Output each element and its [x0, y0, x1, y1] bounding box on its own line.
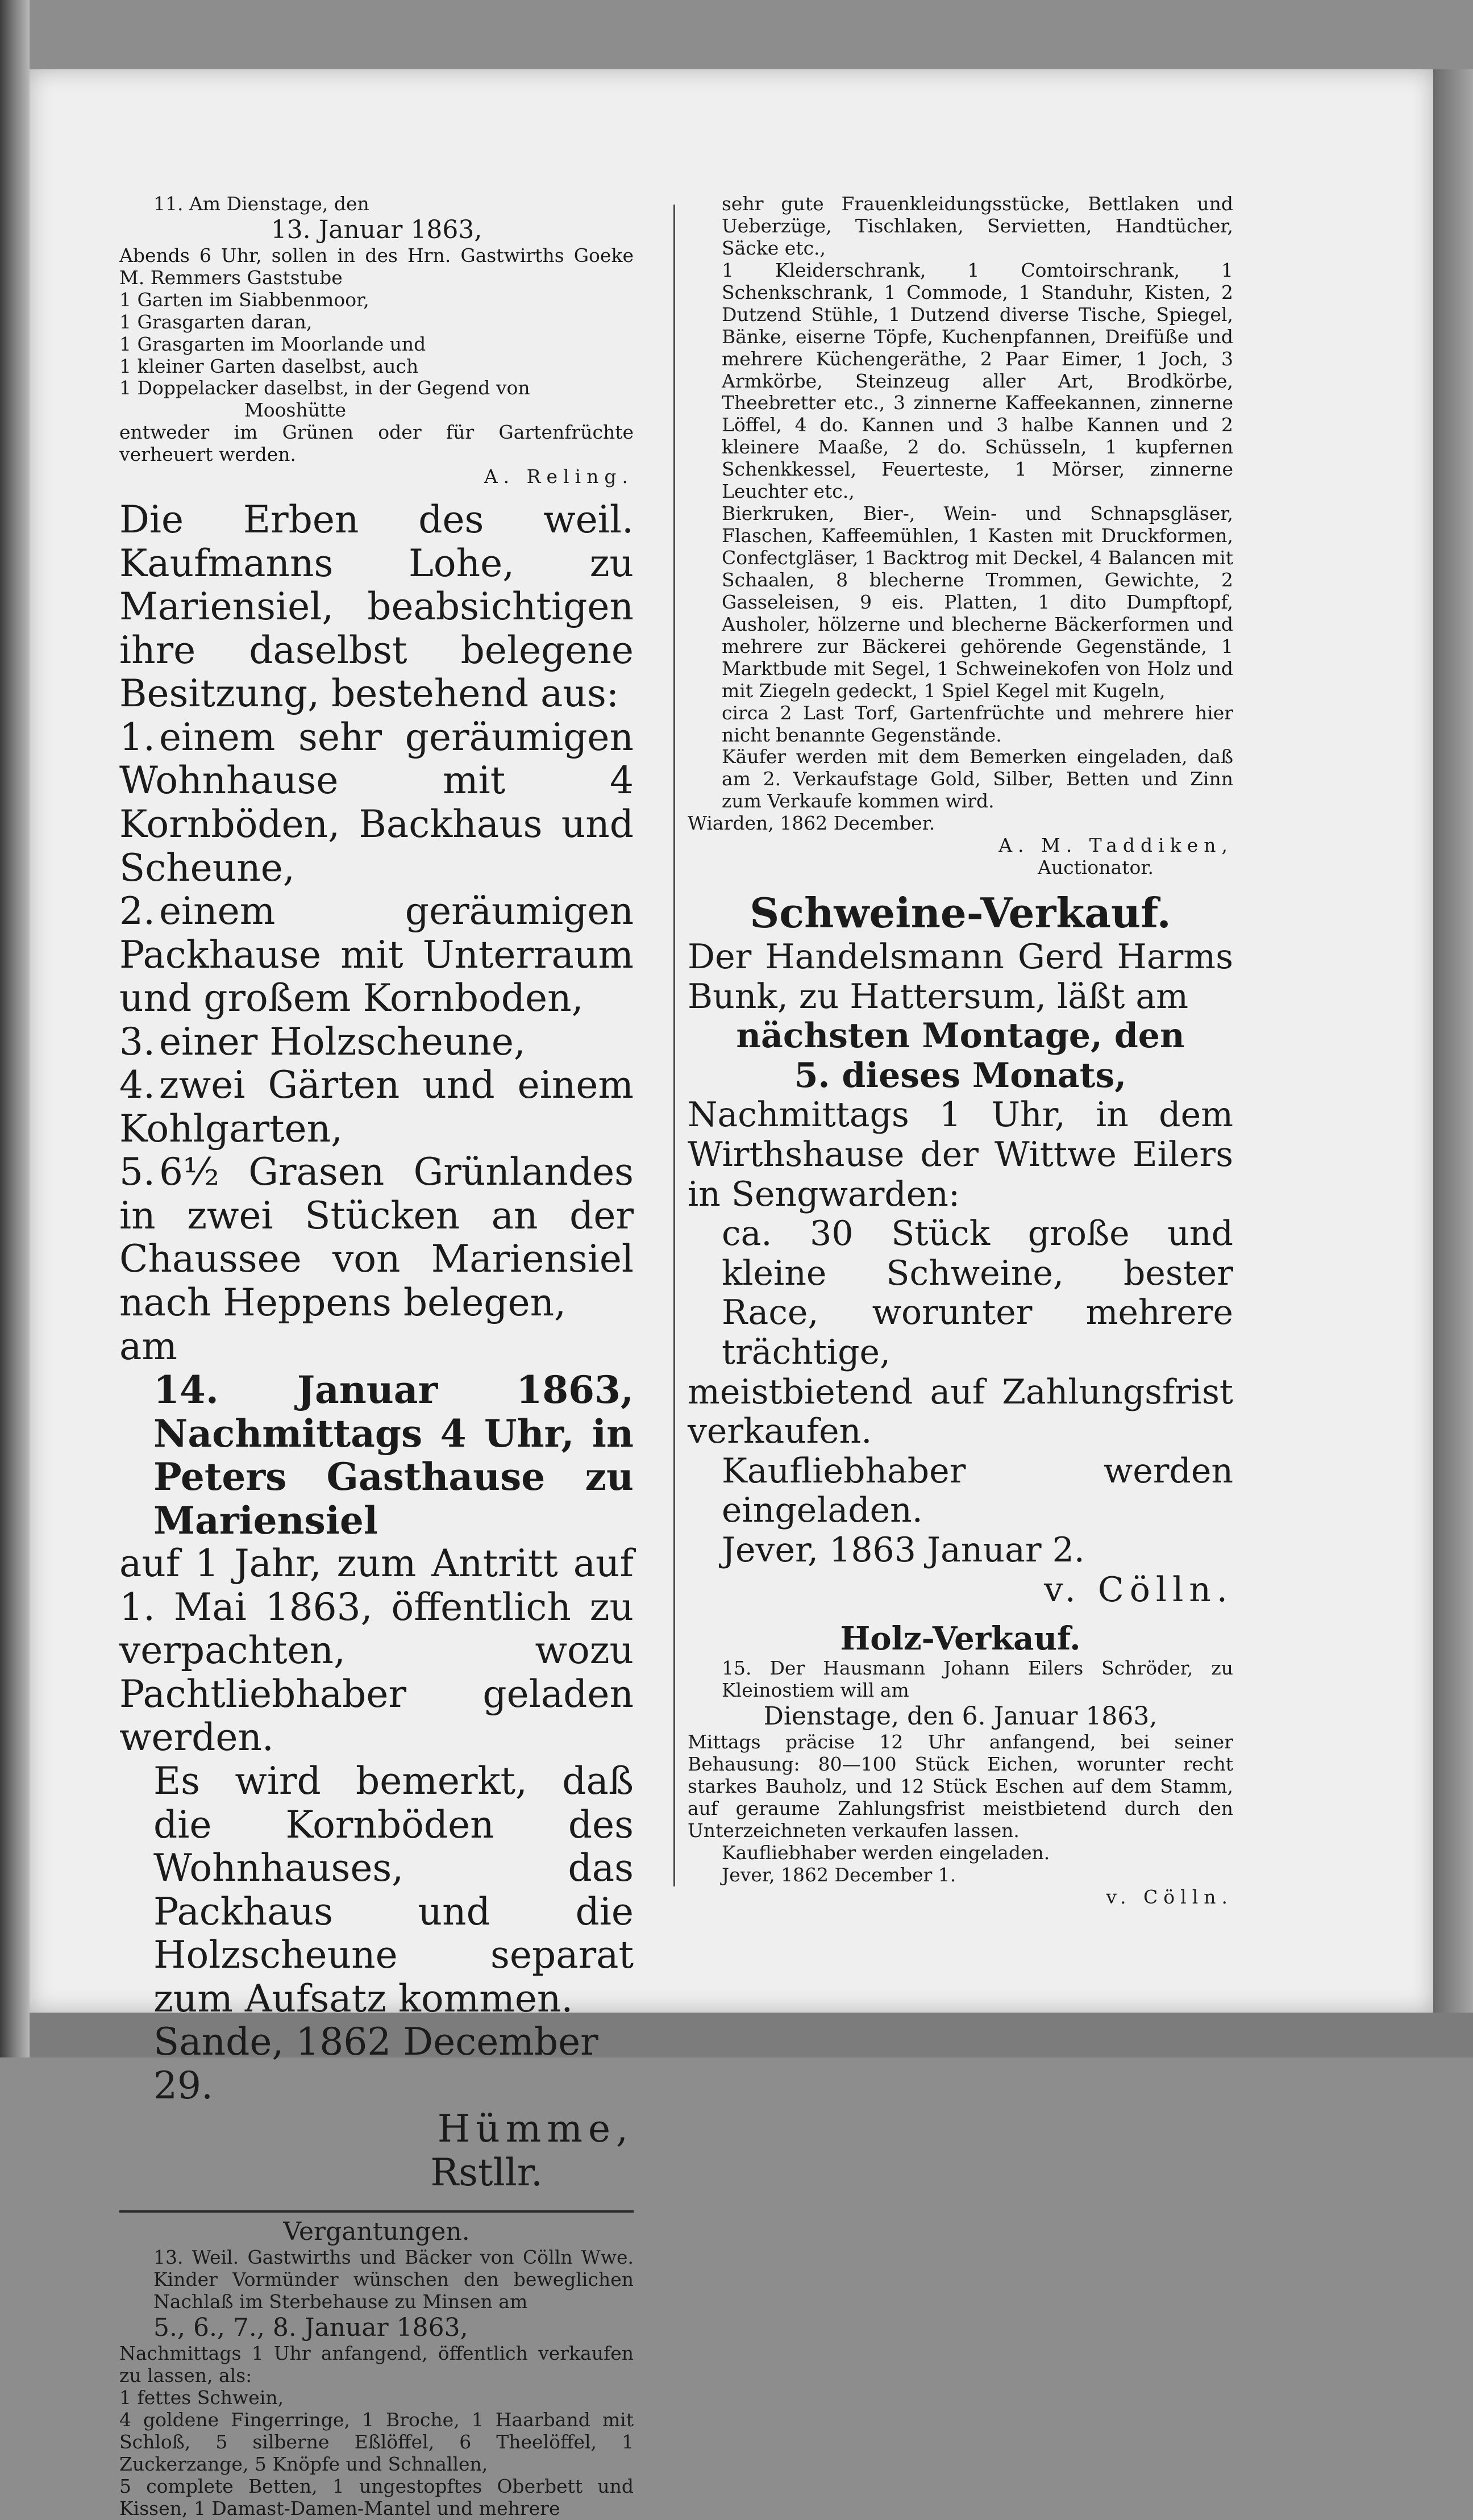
- section-rule: [119, 2210, 634, 2213]
- ad2-am: am: [119, 1324, 177, 1368]
- ad2-item-text: einem geräumigen Packhause mit Unterraum und großem Kornboden,: [119, 889, 634, 1021]
- ad2-note: Es wird bemerkt, daß die Kornböden des Wohnhauses, das Packhaus und die Holzscheune separat zum Aufsatz kommen.: [153, 1759, 634, 2021]
- ad1-intro: 11. Am Dienstage, den: [153, 193, 369, 215]
- ad2-item-text: 6½ Grasen Grünlandes in zwei Stücken an der Chaussee von Mariensiel nach Heppens belegen,: [119, 1150, 634, 1324]
- list-item: 1 Doppelacker daselbst, in der Gegend von: [119, 377, 530, 399]
- ad5-heading: Holz-Verkauf.: [840, 1620, 1081, 1658]
- ad5-date: Dienstage, den 6. Januar 1863,: [763, 1702, 1158, 1731]
- ad2-item: [119, 1151, 634, 1324]
- ad2-item-number: 3.: [119, 1019, 155, 1064]
- ad1-line1: Abends 6 Uhr, sollen in des Hrn. Gastwirths Goeke M. Remmers Gaststube: [119, 244, 634, 289]
- ad4-heading: Schweine-Verkauf.: [750, 889, 1171, 938]
- ad2-item-text: einem sehr geräumigen Wohnhause mit 4 Kornböden, Backhaus und Scheune,: [119, 715, 634, 890]
- ad2-item-number: 1.: [119, 715, 155, 759]
- ad4-when2: 5. dieses Monats,: [794, 1055, 1127, 1096]
- ad-garden-lease: [119, 193, 634, 488]
- ad2-place-date: Sande, 1862 December 29.: [153, 2020, 598, 2107]
- list-item: 4 goldene Fingerringe, 1 Broche, 1 Haarband mit Schloß, 5 silberne Eßlöffel, 6 Theelöffel, 1 Zuckerzange, 5 Knöpfe und Schnallen,: [119, 2408, 634, 2475]
- ad2-item-number: 5.: [119, 1150, 155, 1194]
- cont-line: circa 2 Last Torf, Gartenfrüchte und mehrere hier nicht benannte Gegenstände.: [722, 701, 1233, 746]
- column-divider: [673, 205, 675, 1886]
- ad5-text: Mittags präcise 12 Uhr anfangend, bei seiner Behausung: 80—100 Stück Eichen, worunter recht starkes Bauholz, und 12 Stück Eschen auf dem Stamm, auf geraume Zahlungsfrist meistbietend durch den Unterzeichneten verkaufen lassen.: [688, 1730, 1233, 1842]
- ad4-place: Nachmittags 1 Uhr, in dem Wirthshause der Wittwe Eilers in Sengwarden:: [688, 1095, 1233, 1214]
- ad4-place-date: Jever, 1863 Januar 2.: [722, 1530, 1085, 1570]
- ad2-item: [119, 716, 634, 890]
- ad2-when: 14. Januar 1863, Nachmittags 4 Uhr, in Peters Gasthause zu Mariensiel: [153, 1368, 634, 1543]
- list-item: 5 complete Betten, 1 ungestopftes Oberbett und Kissen, 1 Damast-Damen-Mantel und mehrere: [119, 2475, 634, 2519]
- ad1-line2: entweder im Grünen oder für Gartenfrüchte verheuert werden.: [119, 421, 634, 466]
- ad2-title: Rstllr.: [430, 2150, 543, 2194]
- ad2-item-text: zwei Gärten und einem Kohlgarten,: [119, 1063, 634, 1151]
- ad3-item-list: [119, 2387, 634, 2520]
- ad2-item: [119, 1021, 634, 1064]
- ad2-item-text: einer Holzscheune,: [159, 1019, 526, 1064]
- cont-line: Bierkruken, Bier-, Wein- und Schnapsgläser, Flaschen, Kaffeemühlen, 1 Kasten mit Druckformen, Confectgläser, 1 Backtrog mit Deckel, 4 Balancen mit Schaalen, 8 blecherne Trommen, Gewichte, 2 Gasseleisen, 9 eis. Platten, 1 dito Dumpftopf, Ausholer, hölzerne und blecherne Bäckerformen und mehrere zur Bäckerei gehörende Gegenstände, 1 Marktbude mit Segel, 1 Schweinekofen von Holz und mit Ziegeln gedeckt, 1 Spiel Kegel mit Kugeln,: [722, 502, 1233, 702]
- ad5-signature: v. Cölln.: [1106, 1885, 1233, 1908]
- ad-pig-sale: [688, 889, 1233, 1610]
- ad2-item: [119, 890, 634, 1021]
- ad5-invite: Kaufliebhaber werden eingeladen.: [722, 1841, 1050, 1864]
- ad4-items: ca. 30 Stück große und kleine Schweine, bester Race, worunter mehrere trächtige,: [722, 1214, 1233, 1372]
- ad1-signature: A. Reling.: [484, 465, 634, 488]
- ad4-signature: v. Cölln.: [1043, 1569, 1233, 1610]
- cont-title: Auctionator.: [1038, 856, 1154, 879]
- scan-binding-edge: [0, 0, 30, 2057]
- ad4-when1: nächsten Montage, den: [736, 1016, 1185, 1056]
- ad2-intro: Die Erben des weil. Kaufmanns Lohe, zu Mariensiel, beabsichtigen ihre daselbst belegene Besitzung, bestehend aus:: [119, 498, 634, 716]
- ad2-item: [119, 1064, 634, 1151]
- ad-estate-auction: [119, 2217, 634, 2519]
- ad-timber-sale: [688, 1620, 1233, 1908]
- cont-line: 1 Kleiderschrank, 1 Comtoirschrank, 1 Schenkschrank, 1 Commode, 1 Standuhr, Kisten, 2 Dutzend Stühle, 1 Dutzend diverse Tische, Spiegel, Bänke, eiserne Töpfe, Kuchenpfannen, Dreifüße und mehrere Küchengeräthe, 2 Paar Eimer, 1 Joch, 3 Armkörbe, Steinzeug aller Art, Brodkörbe, Theebretter etc., 3 zinnerne Kaffeekannen, zinnerne Löffel, 4 do. Kannen und 3 halbe Kannen und 2 kleinere Maaße, 2 do. Schüsseln, 1 kupfernen Schenkkessel, Feuerteste, 1 Mörser, zinnerne Leuchter etc.,: [722, 259, 1233, 503]
- ad1-place: Mooshütte: [244, 399, 347, 422]
- ad3-text2: Nachmittags 1 Uhr anfangend, öffentlich verkaufen zu lassen, als:: [119, 2342, 634, 2387]
- ad2-item-number: 2.: [119, 889, 155, 934]
- ad-estate-auction-continued: [688, 193, 1233, 879]
- ad4-intro: Der Handelsmann Gerd Harms Bunk, zu Hattersum, läßt am: [688, 937, 1233, 1017]
- ad1-date: 13. Januar 1863,: [271, 215, 482, 244]
- ad-property-lease: [119, 498, 634, 2194]
- list-item: 1 fettes Schwein,: [119, 2386, 284, 2409]
- right-column: [688, 193, 1233, 1908]
- ad3-text: 13. Weil. Gastwirths und Bäcker von Cölln Wwe. Kinder Vormünder wünschen den beweglichen Nachlaß im Sterbehause zu Minsen am: [153, 2246, 634, 2313]
- list-item: 1 Garten im Siabbenmoor,: [119, 288, 369, 311]
- ad5-intro: 15. Der Hausmann Johann Eilers Schröder, zu Kleinostiem will am: [722, 1657, 1233, 1702]
- cont-signature: A. M. Taddiken,: [998, 834, 1233, 857]
- ad5-place-date: Jever, 1862 December 1.: [722, 1863, 956, 1886]
- list-item: 1 Grasgarten daran,: [119, 310, 313, 333]
- cont-line: sehr gute Frauenkleidungsstücke, Bettlaken und Ueberzüge, Tischlaken, Servietten, Handtücher, Säcke etc.,: [722, 193, 1233, 259]
- ad4-terms: meistbietend auf Zahlungsfrist verkaufen.: [688, 1372, 1233, 1452]
- ad2-terms: auf 1 Jahr, zum Antritt auf 1. Mai 1863, öffentlich zu verpachten, wozu Pachtliebhaber geladen werden.: [119, 1542, 634, 1760]
- ad4-invite: Kaufliebhaber werden eingeladen.: [722, 1451, 1233, 1531]
- list-item: 1 Grasgarten im Moorlande und: [119, 332, 426, 355]
- ad3-dates: 5., 6., 7., 8. Januar 1863,: [153, 2313, 468, 2343]
- ad3-heading: Vergantungen.: [283, 2217, 470, 2247]
- ad2-item-number: 4.: [119, 1063, 155, 1107]
- left-column: [119, 193, 634, 2520]
- scan-page-edge: [1433, 69, 1473, 2013]
- cont-place-date: Wiarden, 1862 December.: [688, 812, 935, 835]
- ad1-item-list: [119, 289, 634, 400]
- ad2-signature: Hümme,: [437, 2107, 634, 2151]
- list-item: 1 kleiner Garten daselbst, auch: [119, 355, 419, 377]
- cont-note: Käufer werden mit dem Bemerken eingeladen, daß am 2. Verkaufstage Gold, Silber, Betten und Zinn zum Verkaufe kommen wird.: [722, 745, 1233, 813]
